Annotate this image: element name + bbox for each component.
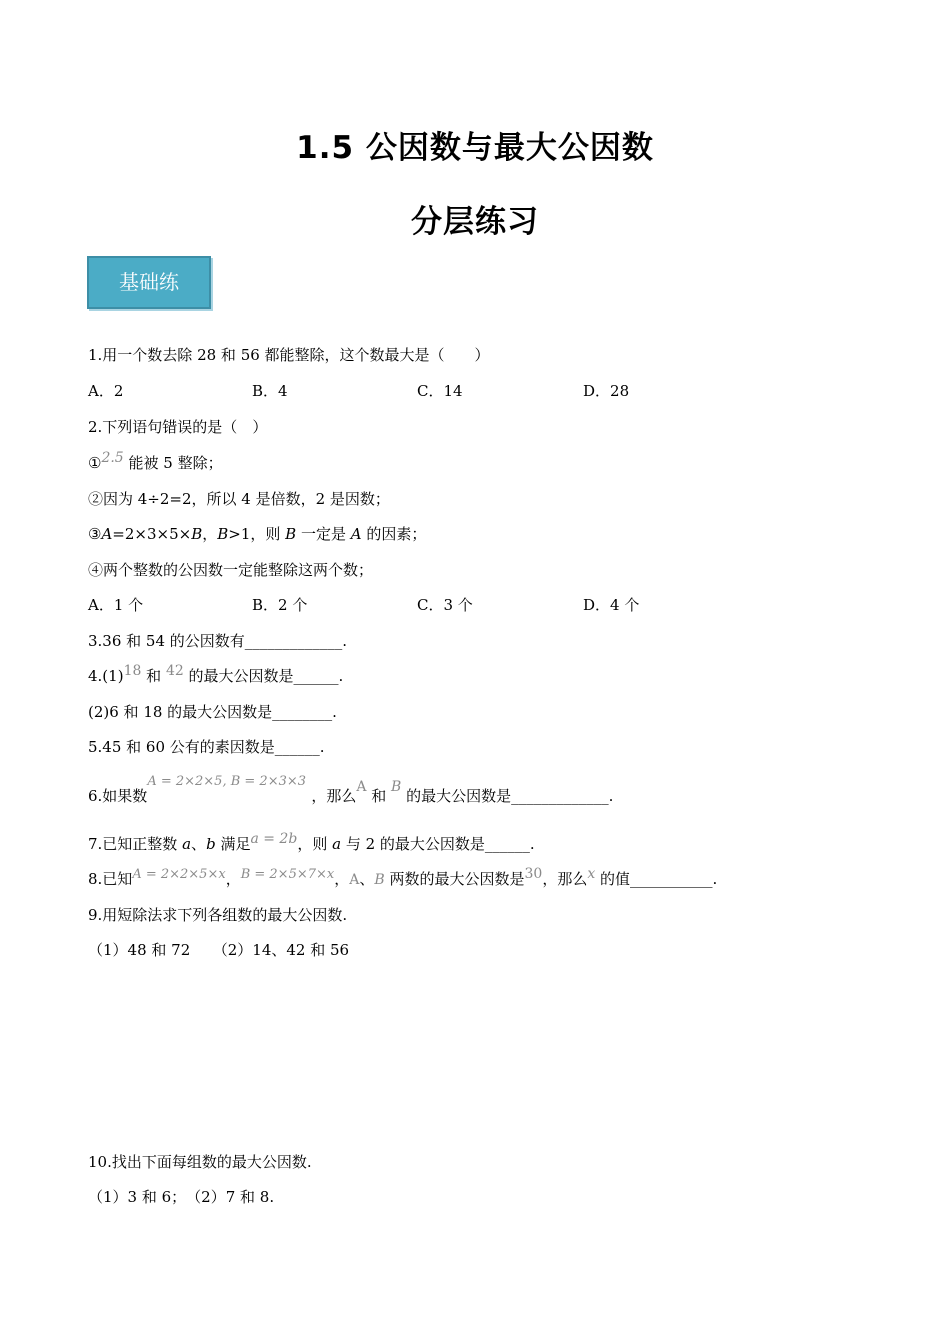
q6-text: ，那么 bbox=[311, 787, 357, 805]
q8-text: ， bbox=[225, 870, 241, 888]
q2-statement-4: ④两个整数的公因数一定能整除这两个数； bbox=[88, 561, 374, 579]
q4-text: 和 bbox=[141, 667, 166, 685]
page-title: 1.5 公因数与最大公因数 bbox=[296, 130, 654, 166]
math-formula: 2.5 bbox=[101, 450, 124, 466]
q6-text: 和 bbox=[366, 787, 391, 805]
q1-option-a: A．2 bbox=[88, 382, 124, 400]
question-3: 3.36 和 54 的公因数有_____________. bbox=[88, 632, 348, 650]
math-formula: A = 2×2×5×x bbox=[132, 867, 226, 882]
math-var-x: x bbox=[587, 866, 596, 882]
math-var-a: A bbox=[356, 779, 367, 795]
var-a: A bbox=[350, 525, 362, 543]
q7-text: 、 bbox=[191, 835, 207, 853]
q2-option-b: B．2 个 bbox=[252, 596, 308, 614]
q1-option-d: D．28 bbox=[583, 382, 630, 400]
q8-text: 8.已知 bbox=[88, 870, 133, 888]
var-a: a bbox=[332, 835, 342, 853]
question-9-stem: 9.用短除法求下列各组数的最大公因数. bbox=[88, 906, 348, 924]
question-1-stem: 1.用一个数去除 28 和 56 都能整除，这个数最大是（ ） bbox=[88, 346, 490, 364]
question-8 bbox=[88, 866, 718, 891]
math-var-b: B bbox=[391, 779, 402, 795]
math-formula: B = 2×5×7×x bbox=[240, 867, 335, 882]
var-a: a bbox=[182, 835, 192, 853]
section-badge: 基础练 bbox=[87, 256, 211, 309]
question-9-parts: （1）48 和 72 （2）14、42 和 56 bbox=[88, 941, 350, 959]
q4-text: 的最大公因数是______. bbox=[183, 667, 344, 685]
var-b: b bbox=[206, 835, 216, 853]
q7-text: 与 2 的最大公因数是______. bbox=[341, 835, 535, 853]
math-var-b: B bbox=[374, 872, 385, 888]
q8-text: ，那么 bbox=[542, 870, 588, 888]
page-subtitle: 分层练习 bbox=[411, 204, 539, 240]
q7-text: 满足 bbox=[215, 835, 251, 853]
statement-text: ， bbox=[202, 525, 218, 543]
question-6 bbox=[88, 774, 614, 808]
q4-prefix: 4.(1) bbox=[88, 667, 124, 685]
q1-option-c: C．14 bbox=[417, 382, 463, 400]
math-var-a: A bbox=[349, 872, 360, 888]
question-5: 5.45 和 60 公有的素因数是______. bbox=[88, 738, 325, 756]
question-2-stem: 2.下列语句错误的是（ ） bbox=[88, 418, 268, 436]
statement-number: ③ bbox=[88, 525, 102, 543]
statement-text: 的因素； bbox=[361, 525, 427, 543]
math-formula: 42 bbox=[165, 663, 184, 679]
q2-option-d: D．4 个 bbox=[583, 596, 640, 614]
q8-text: 、 bbox=[359, 870, 375, 888]
statement-number: ① bbox=[88, 454, 102, 472]
q8-text: 的值___________. bbox=[595, 870, 718, 888]
statement-text: 一定是 bbox=[296, 525, 351, 543]
statement-text: 能被 5 整除； bbox=[123, 454, 223, 472]
var-b: B bbox=[217, 525, 229, 543]
question-4-part-1 bbox=[88, 663, 344, 687]
question-10-parts: （1）3 和 6； （2）7 和 8. bbox=[88, 1188, 275, 1206]
var-a: A bbox=[101, 525, 113, 543]
math-formula: 18 bbox=[123, 663, 142, 679]
var-b: B bbox=[191, 525, 203, 543]
question-10-stem: 10.找出下面每组数的最大公因数. bbox=[88, 1153, 312, 1171]
q2-statement-3 bbox=[88, 524, 426, 544]
question-7 bbox=[88, 831, 535, 855]
q8-text: 两数的最大公因数是 bbox=[384, 870, 525, 888]
q7-text: ，则 bbox=[297, 835, 333, 853]
q2-option-c: C．3 个 bbox=[417, 596, 473, 614]
q6-text: 6.如果数 bbox=[88, 787, 148, 805]
q8-text: ， bbox=[334, 870, 350, 888]
q2-statement-2: ②因为 4÷2=2，所以 4 是倍数，2 是因数； bbox=[88, 490, 390, 508]
math-formula: A = 2×2×5, B = 2×3×3 bbox=[147, 774, 307, 789]
statement-text: =2×3×5× bbox=[112, 525, 192, 543]
question-4-part-2: (2)6 和 18 的最大公因数是________. bbox=[88, 703, 337, 721]
math-formula: a = 2b bbox=[250, 831, 298, 847]
q2-option-a: A．1 个 bbox=[88, 596, 144, 614]
q2-statement-1 bbox=[88, 450, 223, 474]
q6-text: 的最大公因数是_____________. bbox=[401, 787, 614, 805]
math-formula: 30 bbox=[524, 866, 543, 882]
var-b: B bbox=[285, 525, 297, 543]
q1-option-b: B．4 bbox=[252, 382, 288, 400]
statement-text: >1，则 bbox=[228, 525, 286, 543]
q7-text: 7.已知正整数 bbox=[88, 835, 183, 853]
